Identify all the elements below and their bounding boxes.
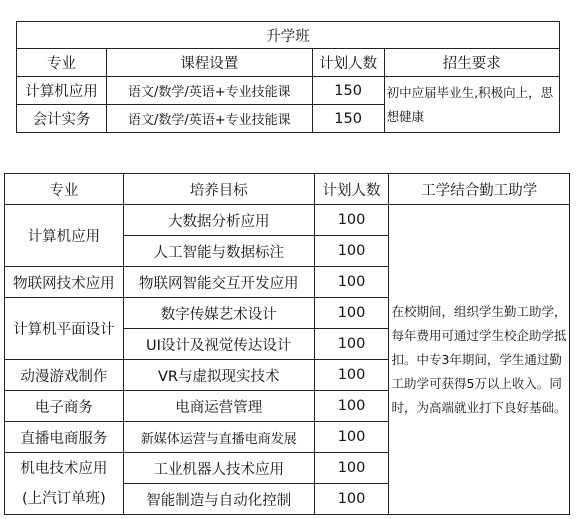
major-cell: 会计实务: [17, 105, 107, 133]
goal-cell: VR与虚拟现实技术: [123, 360, 314, 391]
plan-cell: 100: [314, 329, 389, 360]
plan-cell: 100: [314, 267, 389, 298]
major-cell: 计算机应用: [17, 77, 107, 105]
goal-cell: 工业机器人技术应用: [123, 453, 314, 484]
work-study-note: 在校期间，组织学生勤工助学，每年费用可通过学生校企助学抵扣。中专3年期间，学生通过勤工助学可获得5万以上收入。同时，为高端就业打下良好基础。: [389, 205, 570, 515]
goal-cell: 电商运营管理: [123, 391, 314, 422]
header-courses: 课程设置: [106, 49, 312, 77]
work-study-table: [4, 173, 570, 515]
goal-cell: UI设计及视觉传达设计: [123, 329, 314, 360]
major-cell: 电子商务: [5, 391, 124, 422]
table-row: [17, 77, 560, 105]
plan-cell: 100: [314, 298, 389, 329]
plan-cell: 100: [314, 422, 389, 453]
courses-cell: 语文/数学/英语+专业技能课: [106, 105, 312, 133]
header-plan: 计划人数: [314, 174, 389, 205]
plan-cell: 100: [314, 391, 389, 422]
plan-cell: 150: [312, 77, 384, 105]
goal-cell: 物联网智能交互开发应用: [123, 267, 314, 298]
goal-cell: 智能制造与自动化控制: [123, 484, 314, 515]
header-major: 专业: [5, 174, 124, 205]
major-cell: 动漫游戏制作: [5, 360, 124, 391]
header-plan: 计划人数: [312, 49, 384, 77]
plan-cell: 100: [314, 484, 389, 515]
goal-cell: 数字传媒艺术设计: [123, 298, 314, 329]
major-note: (上汽订单班): [22, 490, 106, 507]
plan-cell: 100: [314, 236, 389, 267]
table-header-row: [17, 49, 560, 77]
major-cell: 计算机应用: [5, 205, 124, 267]
header-major: 专业: [17, 49, 107, 77]
table-title: 升学班: [17, 22, 560, 49]
table-header-row: [5, 174, 570, 205]
plan-cell: 150: [312, 105, 384, 133]
goal-cell: 新媒体运营与直播电商发展: [123, 422, 314, 453]
header-requirement: 招生要求: [384, 49, 559, 77]
upgrade-class-table: [16, 21, 560, 133]
goal-cell: 人工智能与数据标注: [123, 236, 314, 267]
header-work-study: 工学结合勤工助学: [389, 174, 570, 205]
plan-cell: 100: [314, 205, 389, 236]
major-cell: 计算机平面设计: [5, 298, 124, 360]
major-cell: 物联网技术应用: [5, 267, 124, 298]
goal-cell: 大数据分析应用: [123, 205, 314, 236]
requirement-cell: 初中应届毕业生,积极向上，思想健康: [384, 77, 559, 133]
header-goal: 培养目标: [123, 174, 314, 205]
major-cell: [5, 453, 124, 515]
courses-cell: 语文/数学/英语+专业技能课: [106, 77, 312, 105]
table-row: [5, 205, 570, 236]
plan-cell: 100: [314, 360, 389, 391]
major-name: 机电技术应用: [20, 460, 108, 477]
plan-cell: 100: [314, 453, 389, 484]
major-cell: 直播电商服务: [5, 422, 124, 453]
